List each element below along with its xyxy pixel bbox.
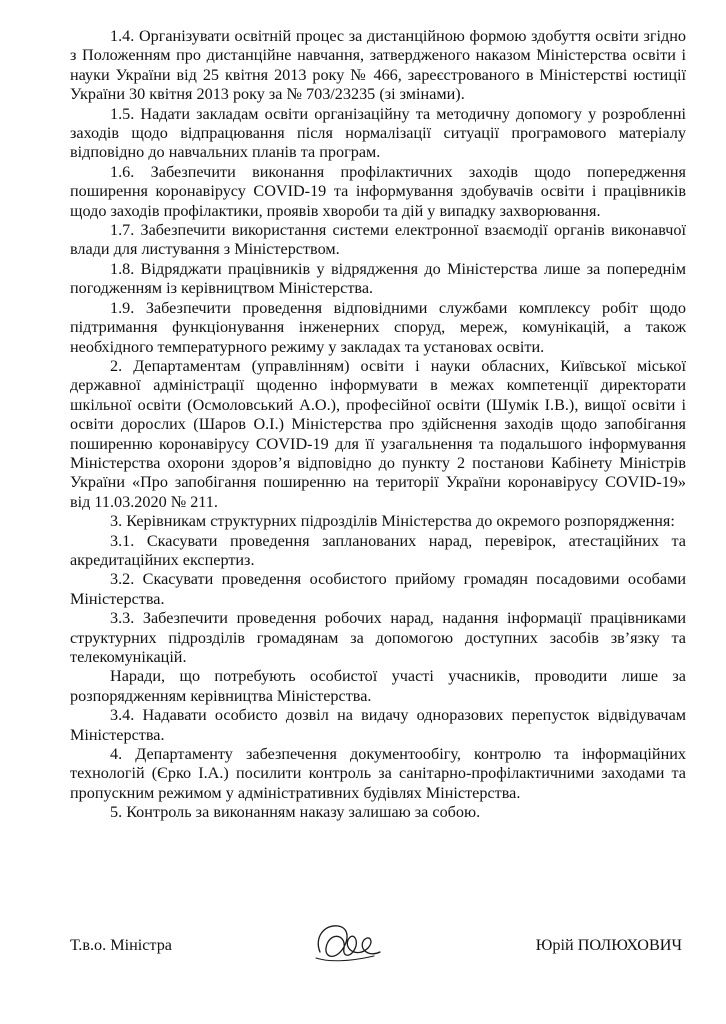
paragraph-3-3-note: Наради, що потребують особистої участі учасників, проводити лише за розпорядженням керівництва Міністерства. [70,667,686,705]
paragraph-3-2: 3.2. Скасувати проведення особистого прийому громадян посадовими особами Міністерства. [70,570,686,608]
paragraph-4: 4. Департаменту забезпечення документообігу, контролю та інформаційних технологій (Єрко І.А.) посилити контроль за санітарно-профілактичними заходами та пропускним режимом у адміністративних будівлях Міністерства. [70,745,686,802]
paragraph-3-1: 3.1. Скасувати проведення запланованих нарад, перевірок, атестаційних та акредитаційних експертиз. [70,531,686,569]
paragraph-1-4: 1.4. Організувати освітній процес за дистанційною формою здобуття освіти згідно з Положенням про дистанційне навчання, затвердженого наказом Міністерства освіти і науки України від 25 квітня 2013 року № 466, зареєстрованого в Міністерстві юстиції України 30 квітня 2013 року за № 703/23235 (зі змінами). [70,27,686,104]
paragraph-1-5: 1.5. Надати закладам освіти організаційну та методичну допомогу у розробленні заходів щодо відпрацювання після нормалізації ситуації програмового матеріалу відповідно до навчальних планів та програм. [70,104,686,162]
signature-block [70,922,686,972]
paragraph-1-7: 1.7. Забезпечити використання системи електронної взаємодії органів виконавчої влади для листування з Міністерством. [70,221,686,259]
handwritten-signature [308,918,388,968]
signatory-title: Т.в.о. Міністра [70,936,172,954]
paragraph-3: 3. Керівникам структурних підрозділів Міністерства до окремого розпорядження: [110,512,675,531]
paragraph-1-8: 1.8. Відряджати працівників у відрядження до Міністерства лише за попереднім погодженням із керівництвом Міністерства. [70,259,686,298]
paragraph-5: 5. Контроль за виконанням наказу залишаю за собою. [110,803,481,822]
paragraph-3-3: 3.3. Забезпечити проведення робочих нарад, надання інформації працівниками структурних підрозділів громадянам за допомогою доступних засобів зв’язку та телекомунікацій. [70,609,686,666]
paragraph-3-4: 3.4. Надавати особисто дозвіл на видачу одноразових перепусток відвідувачам Міністерства. [70,706,686,744]
paragraph-2: 2. Департаментам (управлінням) освіти і науки обласних, Київської міської державної адміністрації щоденно інформувати в межах компетенції директорати шкільної освіти (Осмоловський А.О.), професійної освіти (Шумік І.В.), вищої освіти і освіти дорослих (Шаров О.І.) Міністерства про здійснення заходів щодо запобігання поширенню коронавірусу COVID-19 для її узагальнення та подальшого інформування Міністерства охорони здоров’я відповідно до пункту 2 постанови Кабінету Міністрів України «Про запобігання поширенню на території України коронавірусу COVID-19» від 11.03.2020 № 211. [70,356,686,511]
paragraph-1-6: 1.6. Забезпечити виконання профілактичних заходів щодо попередження поширення коронавірусу COVID-19 та інформування здобувачів освіти і працівників щодо заходів профілактики, проявів хвороби та дій у випадку захворювання. [70,162,686,220]
paragraph-1-9: 1.9. Забезпечити проведення відповідними службами комплексу робіт щодо підтримання функціонування інженерних споруд, мереж, комунікацій, а також необхідного температурного режиму у закладах та установах освіти. [70,298,686,356]
signatory-name: Юрій ПОЛЮХОВИЧ [535,936,682,954]
document-body [70,27,686,823]
